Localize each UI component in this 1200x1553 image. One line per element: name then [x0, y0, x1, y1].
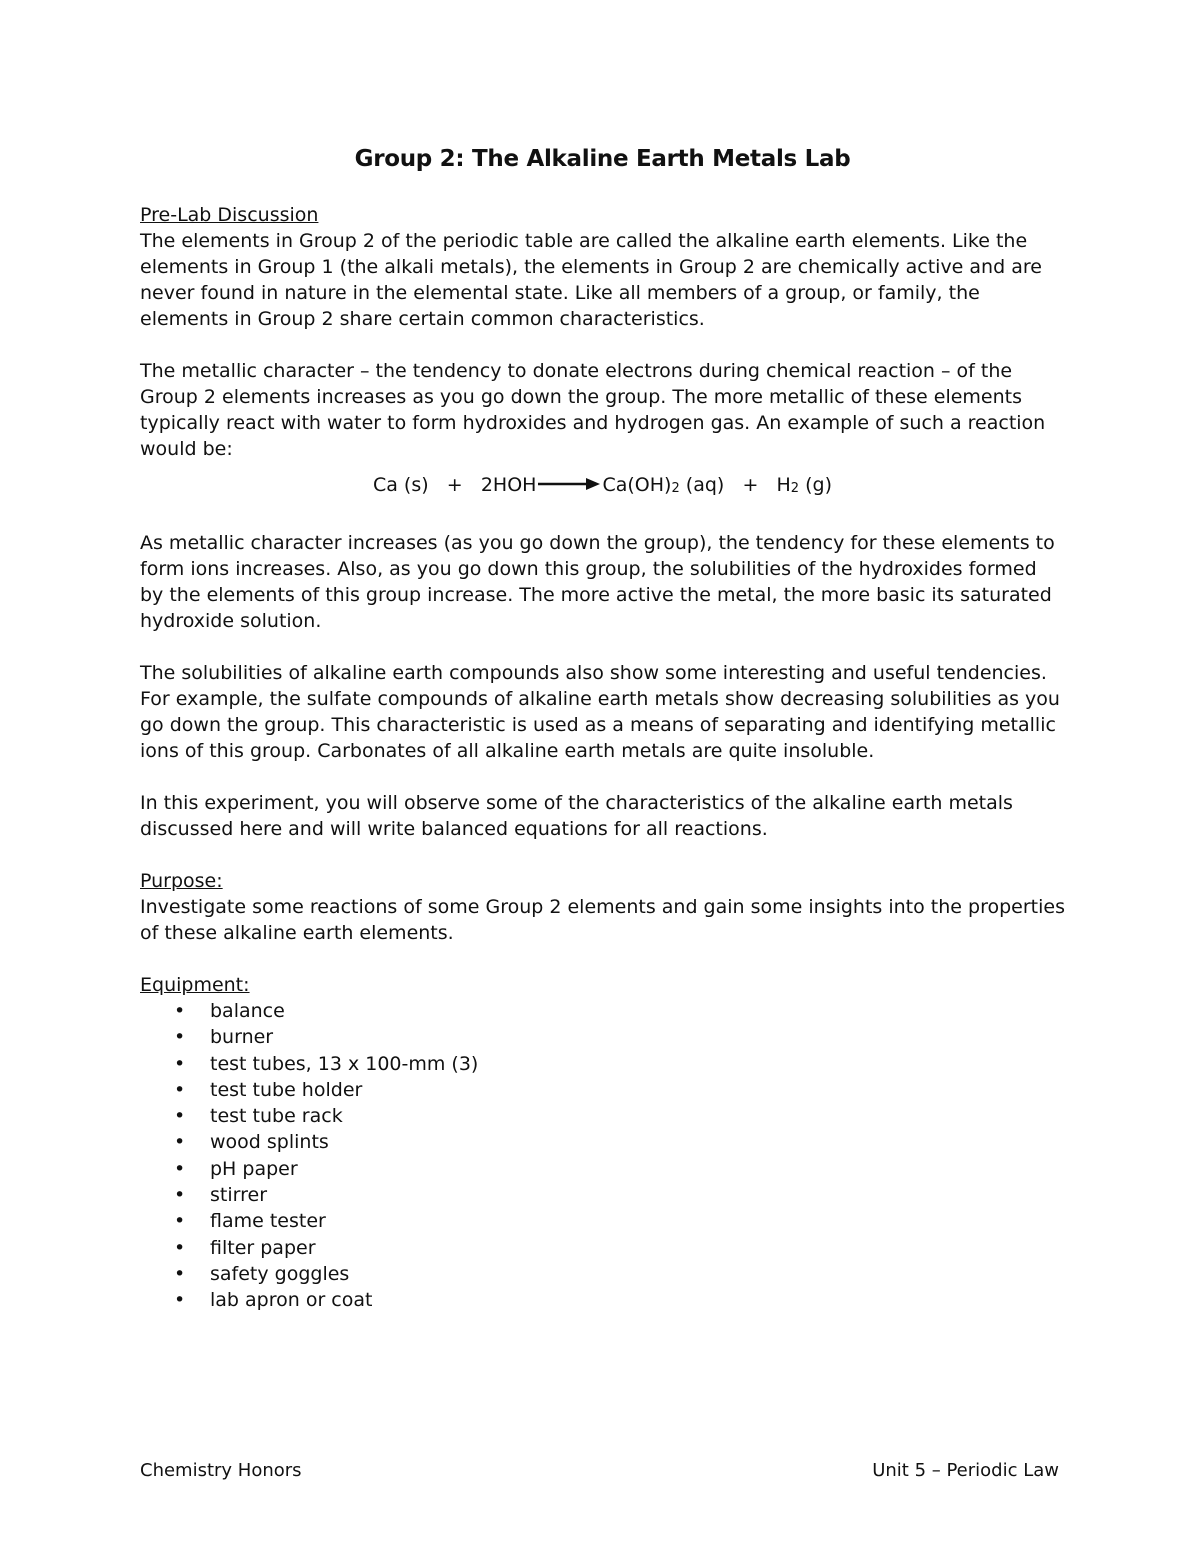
equipment-item-label: flame tester: [210, 1210, 326, 1233]
bullet-icon: •: [174, 1000, 186, 1022]
equipment-item-label: pH paper: [210, 1157, 298, 1180]
prelab-paragraph-2: The metallic character – the tendency to donate electrons during chemical reaction – of the Group 2 elements increases as you go down the group. The more metallic of these elements typically react with water to form hydroxides and hydrogen gas. An example of such a reaction would be:: [140, 360, 1046, 460]
equation-product-1: [602, 474, 679, 496]
list-item: [140, 998, 1065, 1024]
bullet-icon: •: [174, 1078, 186, 1101]
product-1-subscript: 2: [671, 481, 680, 496]
list-item: [140, 1235, 1065, 1261]
product-2-formula: H: [776, 474, 791, 496]
list-item: [140, 1129, 1065, 1155]
prelab-paragraph-1: The elements in Group 2 of the periodic table are called the alkaline earth elements. Like the elements in Group 1 (the alkali metals), the elements in Group 2 are chemically active and are never found in nature in the elemental state. Like all members of a group, or family, the elements in Group 2 share certain common characteristics.: [140, 230, 1042, 330]
list-item: [140, 1024, 1065, 1050]
bullet-icon: •: [174, 1184, 186, 1207]
equation-plus-2: +: [742, 474, 759, 496]
equation-reactant-1: Ca (s): [372, 474, 429, 496]
bullet-icon: •: [174, 1289, 186, 1312]
equation-product-1-state: (aq): [685, 474, 725, 496]
list-item: [140, 1261, 1065, 1287]
page-footer: [140, 1459, 1059, 1483]
equipment-item-label: burner: [210, 1026, 274, 1049]
equipment-item-label: filter paper: [210, 1236, 316, 1259]
bullet-icon: •: [174, 1210, 186, 1233]
prelab-paragraph-4: The solubilities of alkaline earth compounds also show some interesting and useful tendencies. For example, the sulfate compounds of alkaline earth metals show decreasing solubilities as you go down the group. This characteristic is used as a means of separating and identifying metallic ions of this group. Carbonates of all alkaline earth metals are quite insoluble.: [140, 662, 1060, 762]
list-item: [140, 1208, 1065, 1234]
equation-reactant-2: 2HOH: [480, 474, 537, 496]
bullet-icon: •: [174, 1236, 186, 1259]
equipment-item-label: wood splints: [210, 1131, 329, 1154]
purpose-heading: Purpose:: [140, 870, 223, 892]
bullet-icon: •: [174, 1026, 186, 1049]
equipment-item-label: test tubes, 13 x 100-mm (3): [210, 1052, 479, 1075]
bullet-icon: •: [174, 1105, 186, 1128]
equipment-heading: Equipment:: [140, 974, 250, 996]
footer-unit: Unit 5 – Periodic Law: [872, 1460, 1059, 1481]
prelab-paragraph-5: In this experiment, you will observe some of the characteristics of the alkaline earth metals discussed here and will write balanced equations for all reactions.: [140, 792, 1013, 840]
equipment-item-label: lab apron or coat: [210, 1289, 373, 1312]
prelab-paragraph-3: As metallic character increases (as you go down the group), the tendency for these elements to form ions increases. Also, as you go down this group, the solubilities of the hydroxides formed by the elements of this group increase. The more active the metal, the more basic its saturated hydroxide solution.: [140, 532, 1055, 632]
equipment-item-label: test tube holder: [210, 1078, 363, 1101]
list-item: [140, 1182, 1065, 1208]
purpose-text: Investigate some reactions of some Group 2 elements and gain some insights into the properties of these alkaline earth elements.: [140, 896, 1065, 944]
equipment-list: [140, 998, 1065, 1314]
equipment-item-label: balance: [210, 1000, 285, 1022]
bullet-icon: •: [174, 1052, 186, 1075]
equipment-item-label: safety goggles: [210, 1262, 350, 1285]
list-item: [140, 1077, 1065, 1103]
equipment-item-label: stirrer: [210, 1184, 267, 1207]
list-item: [140, 1051, 1065, 1077]
equation-product-2-state: (g): [805, 474, 832, 496]
document-body: [140, 142, 1065, 1314]
page-title: Group 2: The Alkaline Earth Metals Lab: [354, 146, 851, 172]
reaction-arrow-icon: [538, 478, 600, 490]
reaction-equation: [140, 472, 1065, 502]
list-item: [140, 1287, 1065, 1313]
list-item: [140, 1103, 1065, 1129]
bullet-icon: •: [174, 1131, 186, 1154]
list-item: [140, 1156, 1065, 1182]
equipment-item-label: test tube rack: [210, 1105, 343, 1128]
equation-plus-1: +: [446, 474, 463, 496]
bullet-icon: •: [174, 1157, 186, 1180]
footer-course: Chemistry Honors: [140, 1460, 302, 1481]
bullet-icon: •: [174, 1262, 186, 1285]
product-1-formula: Ca(OH): [602, 474, 672, 496]
product-2-subscript: 2: [790, 481, 800, 496]
equation-product-2: [776, 474, 799, 496]
prelab-heading: Pre-Lab Discussion: [140, 204, 319, 226]
